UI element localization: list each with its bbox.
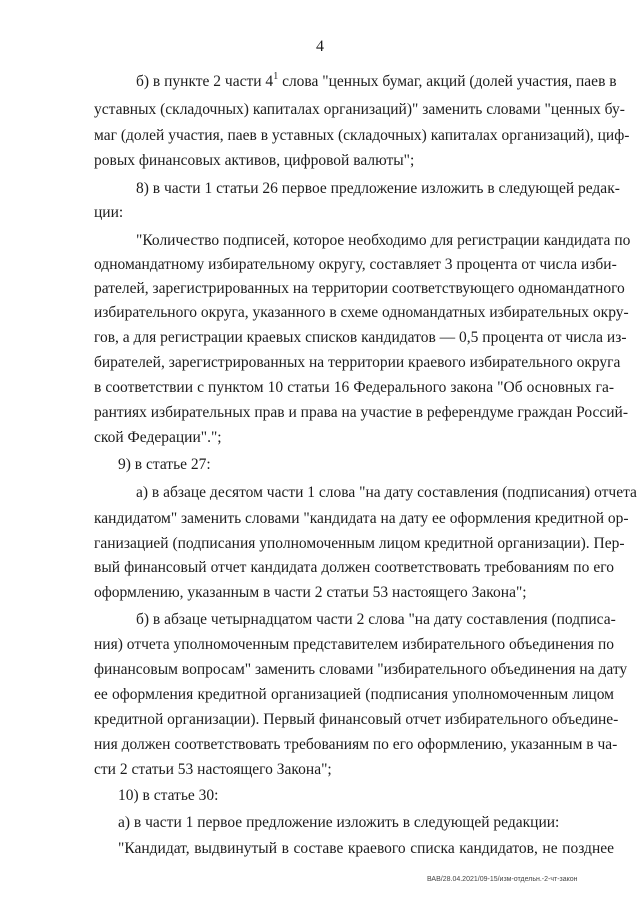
text-line: ния) отчета уполномоченным представителем избирательного объединения по [94,636,614,653]
text-line: а) в абзаце десятом части 1 слова "на дату составления (подписания) отчета [136,484,637,501]
text-line: ровых финансовых активов, цифровой валюты"; [94,152,415,169]
text-line: "Кандидат, выдвинутый в составе краевого списка кандидатов, не позднее [118,840,614,857]
text-line: ганизацией (подписания уполномоченным лицом кредитной организации). Пер- [94,535,625,552]
text-line: 10) в статье 30: [118,787,219,804]
text-line: гов, а для регистрации краевых списков кандидатов — 0,5 процента от числа из- [94,329,627,346]
text-line: кандидатом" заменить словами "кандидата на дату ее оформления кредитной ор- [94,510,629,527]
text-line: ской Федерации"."; [94,429,222,446]
text-line: рантиях избирательных прав и права на участие в референдуме граждан Россий- [94,404,628,421]
text-line: 8) в части 1 статьи 26 первое предложение изложить в следующей редак- [136,180,620,197]
text-line: вый финансовый отчет кандидата должен соответствовать требованиям по его [94,559,614,576]
text-line: а) в части 1 первое предложение изложить в следующей редакции: [118,814,560,831]
text-line: 9) в статье 27: [118,456,211,473]
text-line: ее оформления кредитной организацией (подписания уполномоченным лицом [94,686,614,703]
text-line: ния должен соответствовать требованиям по его оформлению, указанным в ча- [94,736,618,753]
text-line: оформлению, указанным в части 2 статьи 53 настоящего Закона"; [94,584,527,601]
page-number: 4 [316,38,324,55]
text-line: б) в абзаце четырнадцатом части 2 слова "на дату составления (подписа- [136,611,616,628]
text-line: бирателей, зарегистрированных на территории краевого избирательного округа [94,354,621,371]
text-line: кредитной организации). Первый финансовый отчет избирательного объедине- [94,711,619,728]
text-line: одномандатному избирательному округу, составляет 3 процента от числа изби- [94,256,617,273]
text-line: избирательного округа, указанного в схеме одномандатных избирательных окру- [94,304,629,321]
text-line: маг (долей участия, паев в уставных (складочных) капиталах организаций), циф- [94,127,630,144]
text-line: "Количество подписей, которое необходимо для регистрации кандидата по [136,232,631,249]
text-line: в соответствии с пунктом 10 статьи 16 Федерального закона "Об основных га- [94,379,614,396]
text-line: уставных (складочных) капиталах организаций)" заменить словами "ценных бу- [94,101,625,118]
text-line: финансовым вопросам" заменить словами "избирательного объединения на дату [94,661,628,678]
text-line: сти 2 статьи 53 настоящего Закона"; [94,761,332,778]
document-footer-code: ВАВ/28.04.2021/09-15/изм-отдельн.-2-чт-закон [427,876,578,883]
text-line: рателей, зарегистрированных на территории соответствующего одномандатного [94,280,625,297]
text-line: ции: [94,204,124,221]
text-line: б) в пункте 2 части $4^1$ слова "ценных бумаг, акций (долей участия, паев в [136,70,617,90]
